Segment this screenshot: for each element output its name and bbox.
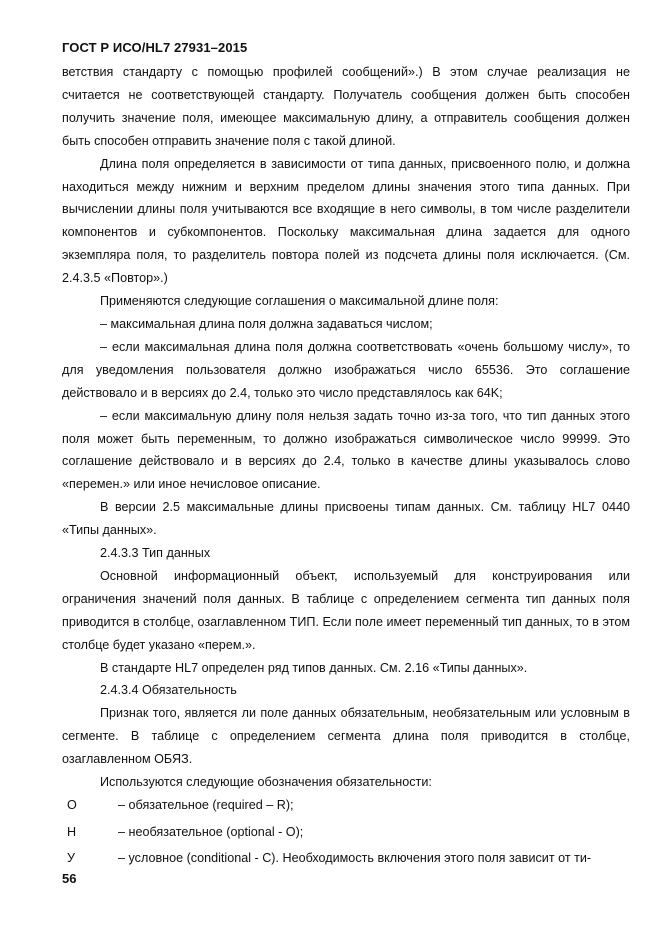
definition-row	[62, 821, 630, 848]
definition-code: У	[67, 851, 76, 866]
definition-code: Н	[67, 824, 77, 839]
section-heading-optionality: 2.4.3.4 Обязательность	[100, 683, 237, 698]
paragraph-version-25: В версии 2.5 максимальные длины присвоены типам данных. См. таблицу HL7 0440 «Типы данных».	[62, 500, 630, 538]
section-heading-data-type: 2.4.3.3 Тип данных	[100, 546, 211, 561]
optionality-definition-list	[62, 794, 630, 874]
definition-text: – условное (conditional - C). Необходимость включения этого поля зависит от ти-	[118, 851, 592, 866]
list-item: – максимальная длина поля должна задаваться числом;	[100, 316, 433, 331]
paragraph-continuation: ветствия стандарту с помощью профилей сообщений».) В этом случае реализация не считается не соответствующей стандарту. Получатель сообщения должен быть способен получить значение поля, имеющее максимальную длину, а отправитель сообщения должен быть способен отправить значение поля с такой длиной.	[62, 65, 630, 148]
list-item: – если максимальную длину поля нельзя задать точно из-за того, что тип данных этого поля может быть переменным, то должно изображаться символическое число 99999. Это соглашение действовало и в версиях до 2.4, только в качестве длины указывалось слово «перемен.» или иное нечисловое описание.	[62, 408, 630, 492]
definition-text: – обязательное (required – R);	[118, 798, 294, 812]
document-body	[62, 61, 630, 794]
definition-row	[62, 847, 630, 874]
paragraph-hl7-types: В стандарте HL7 определен ряд типов данных. См. 2.16 «Типы данных».	[100, 660, 528, 675]
document-header: ГОСТ Р ИСО/HL7 27931–2015	[62, 40, 248, 55]
definition-text: – необязательное (optional - O);	[118, 824, 304, 839]
definition-row	[62, 794, 630, 821]
paragraph-data-type: Основной информационный объект, используемый для конструирования или ограничения значений поля данных. В таблице с определением сегмента тип данных поля приводится в столбце, озаглавленном ТИП. Если поле имеет переменный тип данных, то в этом столбце будет указано «перем.».	[62, 568, 630, 652]
definition-code: О	[67, 798, 77, 812]
page-number: 56	[62, 871, 77, 886]
paragraph-conventions-intro: Применяются следующие соглашения о максимальной длине поля:	[100, 294, 499, 309]
paragraph-field-length: Длина поля определяется в зависимости от типа данных, присвоенного полю, и должна находиться между нижним и верхним пределом длины значения этого типа данных. При вычислении длины поля учитываются все входящие в него символы, в том числе разделители компонентов и субкомпонентов. Поскольку максимальная длина задается для одного экземпляра поля, то разделитель повтора полей из подсчета длины поля исключается. (См. 2.4.3.5 «Повтор».)	[62, 156, 630, 286]
paragraph-notation-intro: Используются следующие обозначения обязательности:	[100, 775, 432, 790]
paragraph-optionality: Признак того, является ли поле данных обязательным, необязательным или условным в сегменте. В таблице с определением сегмента длина поля приводится в столбце, озаглавленном ОБЯЗ.	[62, 706, 630, 767]
list-item: – если максимальная длина поля должна соответствовать «очень большому числу», то для уведомления пользователя должно изображаться число 65536. Это соглашение действовало и в версиях до 2.4, только это число представлялось как 64K;	[62, 339, 630, 400]
